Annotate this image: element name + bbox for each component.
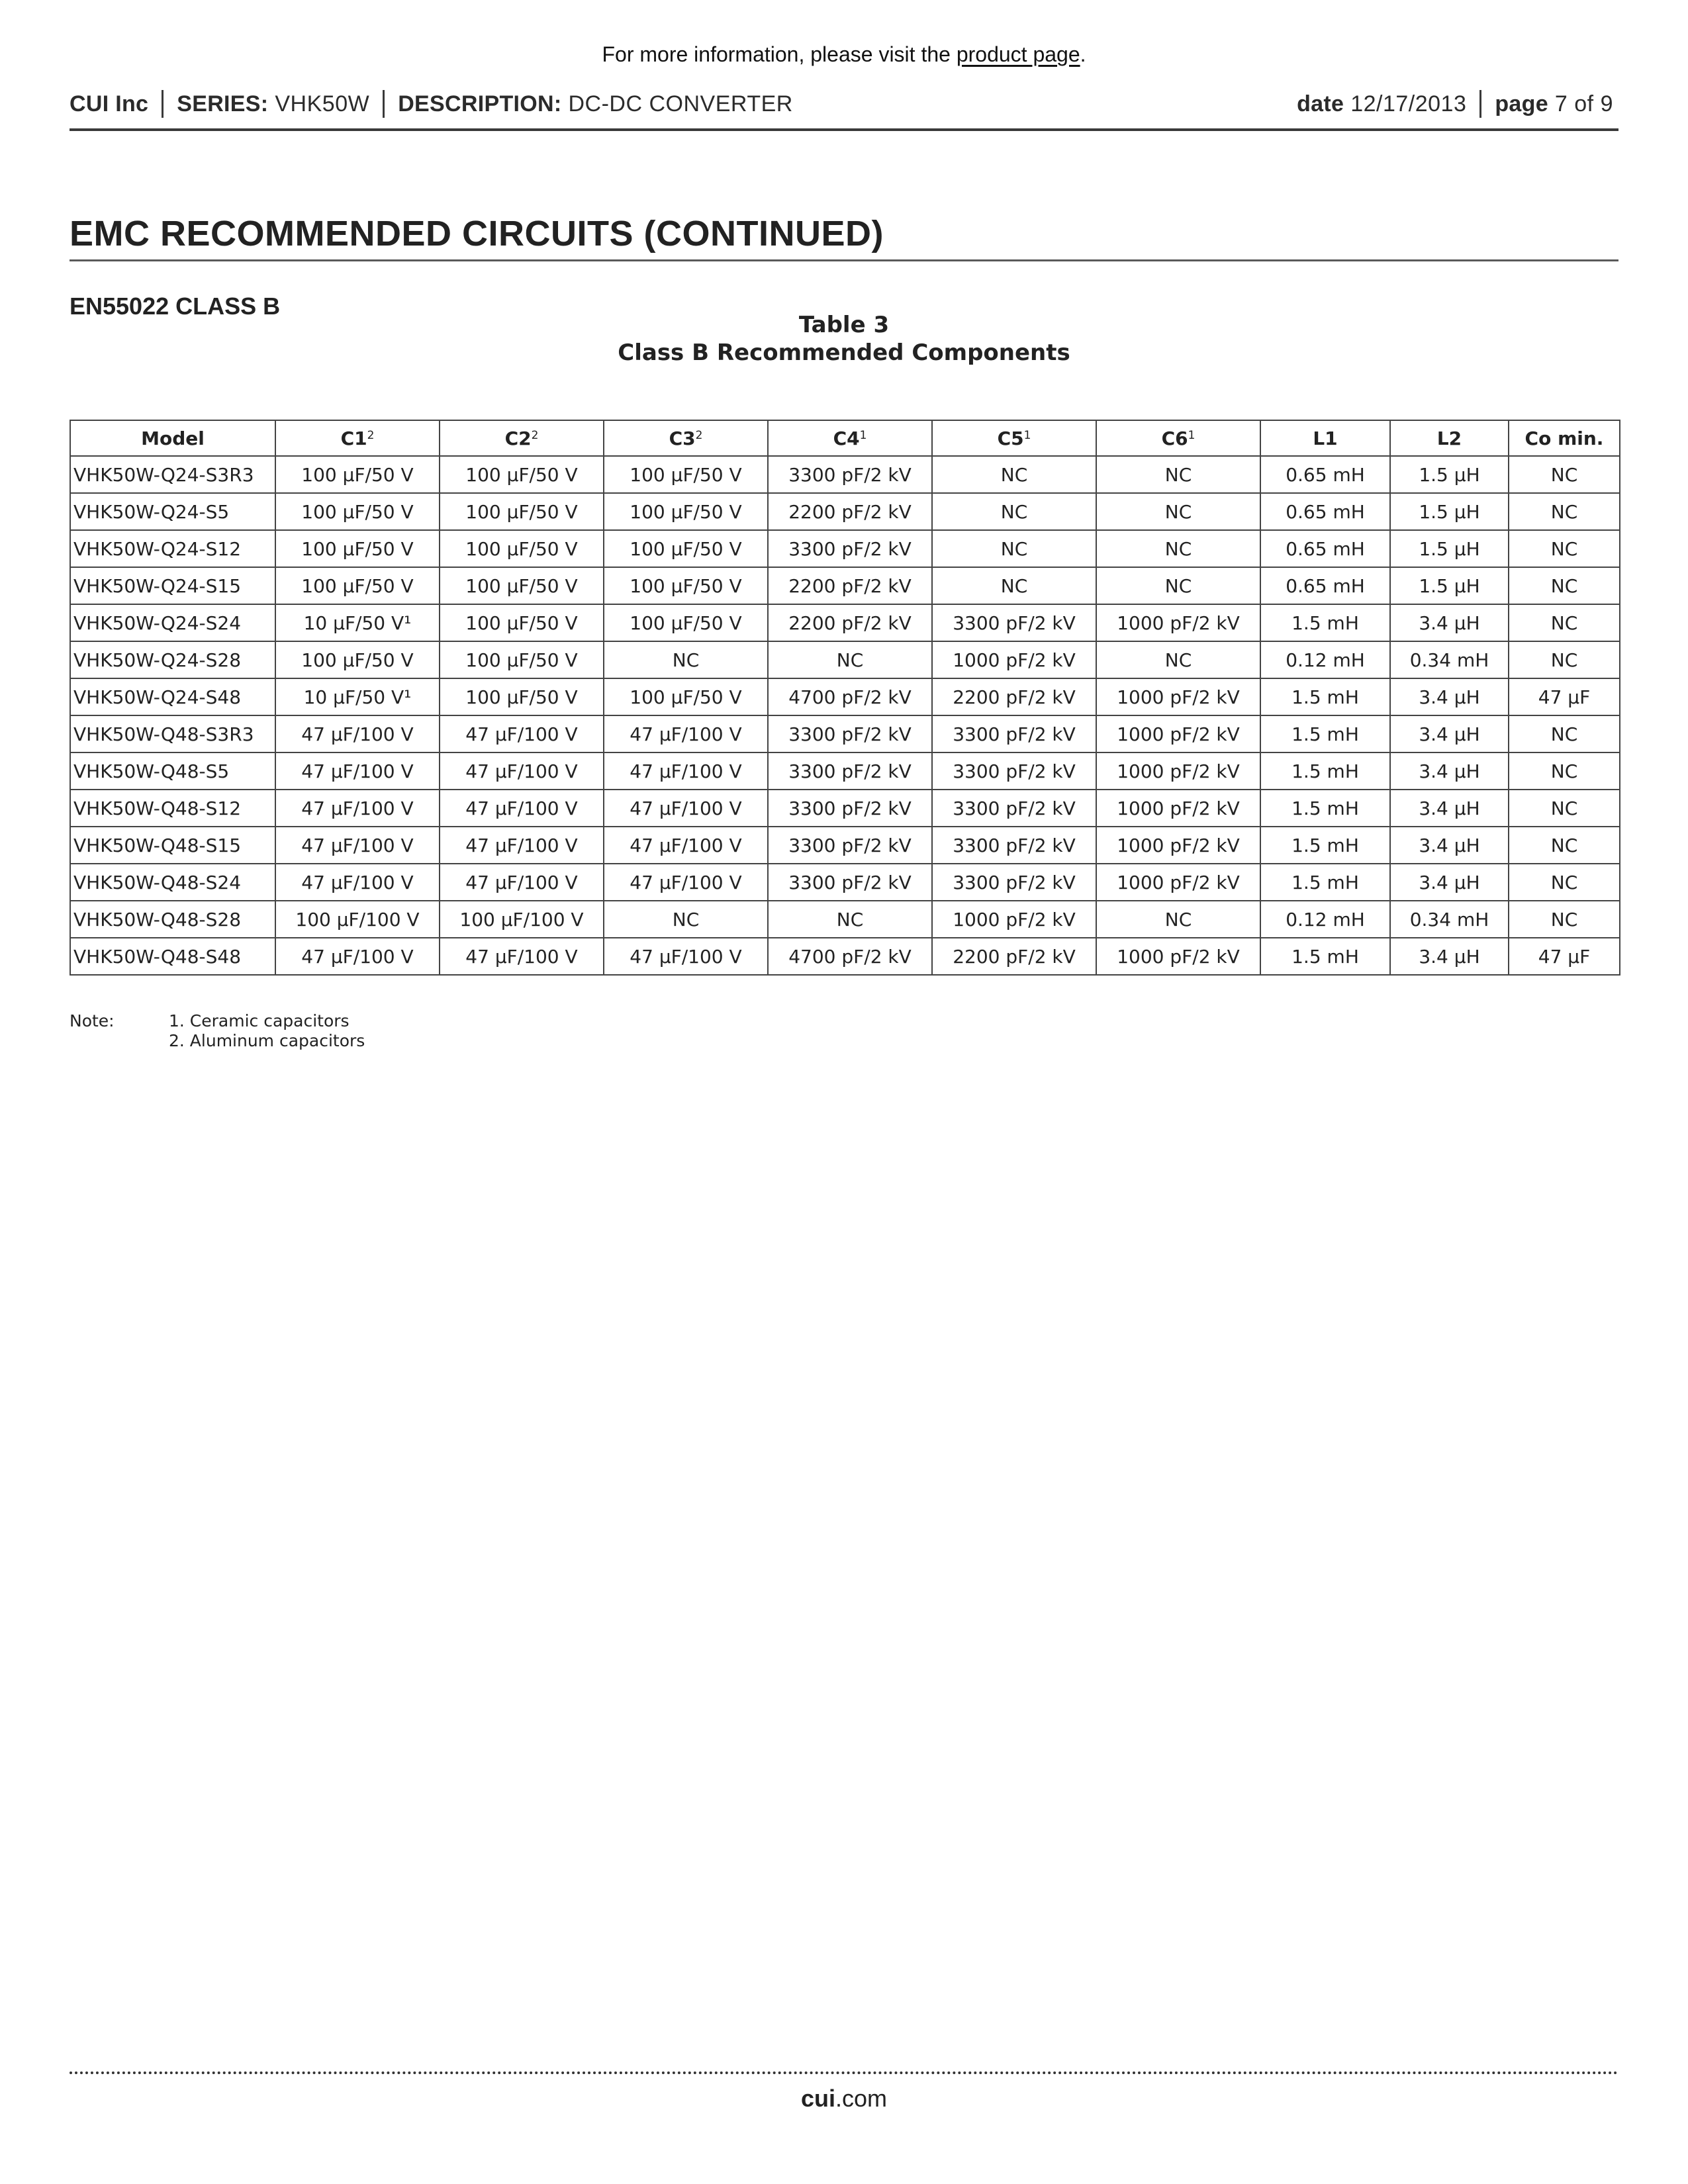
description-value: DC-DC CONVERTER (568, 91, 793, 116)
header-right (1297, 90, 1613, 118)
table-row (70, 752, 1620, 790)
component-cell: NC (1096, 641, 1260, 678)
model-cell: VHK50W-Q48-S24 (70, 864, 275, 901)
page-value: 7 of 9 (1554, 91, 1613, 116)
component-cell: 100 μF/50 V (604, 604, 768, 641)
notes-list (169, 1011, 365, 1051)
sub-title: EN55022 CLASS B (70, 293, 281, 320)
component-cell: 3300 pF/2 kV (932, 864, 1096, 901)
page-label: page (1495, 91, 1548, 116)
component-cell: 3300 pF/2 kV (768, 456, 932, 493)
component-cell: 0.12 mH (1260, 641, 1390, 678)
component-cell: 47 μF/100 V (440, 938, 604, 975)
model-cell: VHK50W-Q24-S24 (70, 604, 275, 641)
component-cell: 3.4 μH (1390, 827, 1509, 864)
table-row (70, 604, 1620, 641)
component-cell: 3300 pF/2 kV (768, 864, 932, 901)
component-cell: 3.4 μH (1390, 715, 1509, 752)
component-cell: 47 μF (1509, 678, 1620, 715)
component-cell: 47 μF/100 V (275, 864, 440, 901)
component-cell: 100 μF/50 V (604, 678, 768, 715)
component-cell: 1000 pF/2 kV (932, 641, 1096, 678)
model-cell: VHK50W-Q48-S5 (70, 752, 275, 790)
component-cell: NC (1509, 641, 1620, 678)
component-cell: 100 μF/50 V (604, 493, 768, 530)
table-row (70, 641, 1620, 678)
component-cell: 47 μF/100 V (604, 827, 768, 864)
model-cell: VHK50W-Q24-S5 (70, 493, 275, 530)
component-cell: 1000 pF/2 kV (1096, 715, 1260, 752)
column-header: Model (70, 420, 275, 456)
component-cell: 1.5 mH (1260, 715, 1390, 752)
model-cell: VHK50W-Q24-S48 (70, 678, 275, 715)
section-title: EMC RECOMMENDED CIRCUITS (CONTINUED) (70, 213, 1618, 261)
component-cell: 100 μF/50 V (604, 456, 768, 493)
model-cell: VHK50W-Q24-S15 (70, 567, 275, 604)
model-cell: VHK50W-Q48-S15 (70, 827, 275, 864)
component-cell: 100 μF/50 V (604, 567, 768, 604)
company-name: CUI Inc (70, 91, 149, 116)
component-cell: 0.65 mH (1260, 456, 1390, 493)
component-cell: 47 μF/100 V (275, 827, 440, 864)
component-cell: 0.12 mH (1260, 901, 1390, 938)
column-header: $C3^2$ (604, 420, 768, 456)
component-cell: NC (1096, 901, 1260, 938)
component-cell: 47 μF/100 V (275, 790, 440, 827)
top-note-end: . (1080, 42, 1086, 66)
component-cell: 100 μF/50 V (275, 456, 440, 493)
component-cell: 47 μF/100 V (275, 938, 440, 975)
table-row (70, 790, 1620, 827)
component-cell: 4700 pF/2 kV (768, 938, 932, 975)
table-caption: Class B Recommended Components (618, 340, 1070, 366)
column-header: $C2^2$ (440, 420, 604, 456)
component-cell: NC (1509, 901, 1620, 938)
component-cell: NC (1509, 604, 1620, 641)
component-cell: 3300 pF/2 kV (768, 790, 932, 827)
component-cell: 3300 pF/2 kV (768, 715, 932, 752)
component-cell: 47 μF/100 V (604, 938, 768, 975)
component-cell: 47 μF/100 V (275, 715, 440, 752)
table-row (70, 901, 1620, 938)
series-label: SERIES: (177, 91, 269, 116)
component-cell: 100 μF/50 V (275, 567, 440, 604)
component-cell: 10 μF/50 V¹ (275, 604, 440, 641)
header-divider (1479, 90, 1481, 118)
component-cell: 3.4 μH (1390, 678, 1509, 715)
footer-domain-rest: .com (835, 2085, 888, 2112)
component-cell: 47 μF/100 V (440, 827, 604, 864)
table-title (0, 311, 1688, 367)
component-cell: 3300 pF/2 kV (932, 827, 1096, 864)
component-cell: NC (1509, 864, 1620, 901)
component-cell: NC (932, 493, 1096, 530)
component-cell: 3300 pF/2 kV (932, 715, 1096, 752)
component-cell: NC (1509, 827, 1620, 864)
component-cell: NC (932, 530, 1096, 567)
component-cell: 10 μF/50 V¹ (275, 678, 440, 715)
table-row (70, 567, 1620, 604)
footer-divider (70, 2071, 1618, 2074)
components-table (70, 420, 1620, 976)
component-cell: 100 μF/50 V (275, 493, 440, 530)
component-cell: 1.5 mH (1260, 604, 1390, 641)
table-row (70, 493, 1620, 530)
header-left (70, 90, 793, 118)
component-cell: 1000 pF/2 kV (1096, 752, 1260, 790)
column-header: $C4^1$ (768, 420, 932, 456)
component-cell: 1.5 μH (1390, 567, 1509, 604)
component-cell: NC (604, 901, 768, 938)
component-cell: 47 μF/100 V (275, 752, 440, 790)
component-cell: 3300 pF/2 kV (768, 530, 932, 567)
component-cell: 2200 pF/2 kV (768, 493, 932, 530)
date-label: date (1297, 91, 1344, 116)
table-row (70, 678, 1620, 715)
table-row (70, 827, 1620, 864)
model-cell: VHK50W-Q24-S3R3 (70, 456, 275, 493)
model-cell: VHK50W-Q48-S48 (70, 938, 275, 975)
component-cell: 100 μF/50 V (440, 493, 604, 530)
series-value: VHK50W (275, 91, 370, 116)
component-cell: 2200 pF/2 kV (932, 938, 1096, 975)
component-cell: 3.4 μH (1390, 752, 1509, 790)
component-cell: 0.34 mH (1390, 901, 1509, 938)
document-header (70, 86, 1618, 131)
component-cell: 1000 pF/2 kV (1096, 864, 1260, 901)
component-cell: 47 μF/100 V (440, 715, 604, 752)
component-cell: 47 μF/100 V (604, 715, 768, 752)
product-page-link[interactable]: product page (956, 42, 1080, 66)
column-header: L2 (1390, 420, 1509, 456)
component-cell: 1.5 mH (1260, 827, 1390, 864)
component-cell: 100 μF/50 V (440, 604, 604, 641)
model-cell: VHK50W-Q48-S28 (70, 901, 275, 938)
footer-domain-bold: cui (800, 2085, 835, 2112)
component-cell: 3.4 μH (1390, 790, 1509, 827)
table-row (70, 715, 1620, 752)
component-cell: 1.5 mH (1260, 864, 1390, 901)
component-cell: NC (1096, 493, 1260, 530)
component-cell: 1.5 mH (1260, 752, 1390, 790)
component-cell: 2200 pF/2 kV (768, 604, 932, 641)
top-info-note (0, 42, 1688, 67)
component-cell: NC (932, 567, 1096, 604)
component-cell: 47 μF/100 V (440, 752, 604, 790)
component-cell: 1.5 μH (1390, 493, 1509, 530)
component-cell: NC (768, 901, 932, 938)
component-cell: 47 μF/100 V (440, 790, 604, 827)
table-header-row (70, 420, 1620, 456)
component-cell: 47 μF/100 V (440, 864, 604, 901)
component-cell: 3300 pF/2 kV (932, 790, 1096, 827)
component-cell: 100 μF/50 V (440, 456, 604, 493)
column-header: $C6^1$ (1096, 420, 1260, 456)
header-divider (162, 90, 164, 118)
component-cell: 1.5 μH (1390, 530, 1509, 567)
description-label: DESCRIPTION: (398, 91, 562, 116)
component-cell: 3300 pF/2 kV (768, 827, 932, 864)
component-cell: 1.5 mH (1260, 790, 1390, 827)
model-cell: VHK50W-Q48-S12 (70, 790, 275, 827)
component-cell: NC (1509, 715, 1620, 752)
component-cell: 3.4 μH (1390, 864, 1509, 901)
component-cell: 100 μF/50 V (275, 530, 440, 567)
component-cell: 2200 pF/2 kV (768, 567, 932, 604)
table-body (70, 456, 1620, 975)
table-row (70, 864, 1620, 901)
note-item: 1. Ceramic capacitors (169, 1011, 350, 1030)
component-cell: 100 μF/50 V (440, 567, 604, 604)
column-header: Co min. (1509, 420, 1620, 456)
table-row (70, 938, 1620, 975)
component-cell: 100 μF/50 V (604, 530, 768, 567)
component-cell: 1000 pF/2 kV (1096, 790, 1260, 827)
component-cell: 47 μF/100 V (604, 790, 768, 827)
component-cell: 1.5 mH (1260, 938, 1390, 975)
top-note-text: For more information, please visit the (602, 42, 957, 66)
component-cell: 1000 pF/2 kV (1096, 938, 1260, 975)
component-cell: NC (1509, 493, 1620, 530)
component-cell: 100 μF/100 V (275, 901, 440, 938)
component-cell: NC (768, 641, 932, 678)
component-cell: 100 μF/100 V (440, 901, 604, 938)
component-cell: 100 μF/50 V (440, 641, 604, 678)
component-cell: 3300 pF/2 kV (768, 752, 932, 790)
component-cell: 1000 pF/2 kV (1096, 827, 1260, 864)
model-cell: VHK50W-Q24-S28 (70, 641, 275, 678)
component-cell: 0.34 mH (1390, 641, 1509, 678)
component-cell: 3.4 μH (1390, 604, 1509, 641)
component-cell: NC (604, 641, 768, 678)
component-cell: NC (1509, 530, 1620, 567)
footer-website[interactable] (0, 2085, 1688, 2113)
component-cell: 1.5 mH (1260, 678, 1390, 715)
column-header: L1 (1260, 420, 1390, 456)
column-header: $C1^2$ (275, 420, 440, 456)
component-cell: 100 μF/50 V (275, 641, 440, 678)
component-cell: NC (1096, 567, 1260, 604)
component-cell: 2200 pF/2 kV (932, 678, 1096, 715)
table-number: Table 3 (798, 312, 890, 338)
component-cell: NC (1509, 567, 1620, 604)
component-cell: NC (1509, 456, 1620, 493)
component-cell: NC (1096, 456, 1260, 493)
model-cell: VHK50W-Q24-S12 (70, 530, 275, 567)
component-cell: 3.4 μH (1390, 938, 1509, 975)
component-cell: 100 μF/50 V (440, 530, 604, 567)
model-cell: VHK50W-Q48-S3R3 (70, 715, 275, 752)
component-cell: 0.65 mH (1260, 493, 1390, 530)
component-cell: 4700 pF/2 kV (768, 678, 932, 715)
date-value: 12/17/2013 (1350, 91, 1467, 116)
component-cell: 100 μF/50 V (440, 678, 604, 715)
component-cell: 47 μF/100 V (604, 864, 768, 901)
component-cell: 47 μF/100 V (604, 752, 768, 790)
component-cell: NC (1509, 752, 1620, 790)
table-row (70, 456, 1620, 493)
column-header: $C5^1$ (932, 420, 1096, 456)
component-cell: 47 μF (1509, 938, 1620, 975)
component-cell: 1000 pF/2 kV (1096, 678, 1260, 715)
note-item: 2. Aluminum capacitors (169, 1031, 365, 1050)
component-cell: NC (932, 456, 1096, 493)
table-row (70, 530, 1620, 567)
component-cell: 0.65 mH (1260, 530, 1390, 567)
header-divider (383, 90, 385, 118)
notes-label: Note: (70, 1011, 115, 1030)
component-cell: NC (1509, 790, 1620, 827)
component-cell: 1000 pF/2 kV (1096, 604, 1260, 641)
component-cell: 3300 pF/2 kV (932, 752, 1096, 790)
component-cell: 1.5 μH (1390, 456, 1509, 493)
component-cell: 1000 pF/2 kV (932, 901, 1096, 938)
component-cell: 3300 pF/2 kV (932, 604, 1096, 641)
component-cell: NC (1096, 530, 1260, 567)
component-cell: 0.65 mH (1260, 567, 1390, 604)
